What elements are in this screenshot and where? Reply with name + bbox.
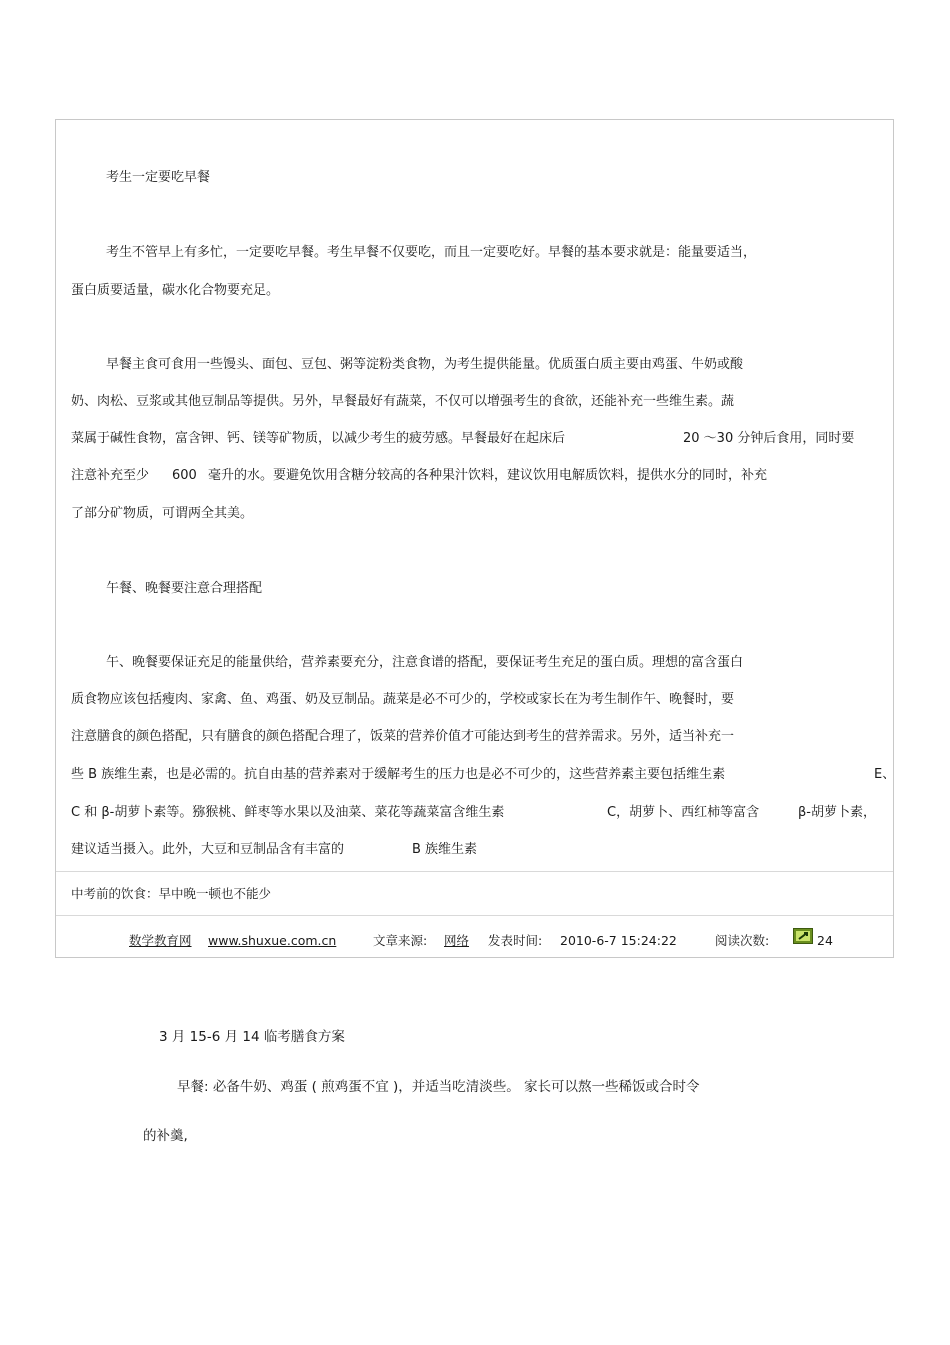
- paragraph-line: 20 ～30 分钟后食用，同时要: [683, 431, 855, 446]
- site-name-link[interactable]: 数学教育网: [129, 933, 192, 948]
- site-url-link[interactable]: www.shuxue.com.cn: [208, 933, 337, 948]
- paragraph-line: E、: [874, 767, 896, 782]
- publish-time: 2010-6-7 15:24:22: [560, 933, 677, 948]
- paragraph-line: 早餐主食可食用一些馒头、面包、豆包、粥等淀粉类食物，为考生提供能量。优质蛋白质主要由鸡蛋、牛奶或酸: [106, 357, 744, 372]
- views-label: 阅读次数:: [715, 933, 770, 948]
- paragraph-line: B 族维生素: [412, 842, 478, 857]
- paragraph-line: 600: [172, 468, 197, 483]
- divider: [56, 871, 893, 872]
- paragraph-line: 菜属于碱性食物，富含钾、钙、镁等矿物质，以减少考生的疲劳感。早餐最好在起床后: [71, 431, 566, 446]
- section-heading: 考生一定要吃早餐: [106, 170, 211, 185]
- paragraph-line: 午、晚餐要保证充足的能量供给，营养素要充分，注意食谱的搭配，要保证考生充足的蛋白质。理想的富含蛋白: [106, 655, 744, 670]
- article-frame: [55, 119, 894, 958]
- paragraph-line: C 和 β-胡萝卜素等。猕猴桃、鲜枣等水果以及油菜、菜花等蔬菜富含维生素: [71, 805, 505, 820]
- divider: [56, 915, 893, 916]
- paragraph-line: 奶、肉松、豆浆或其他豆制品等提供。另外，早餐最好有蔬菜，不仅可以增强考生的食欲，还能补充一些维生素。蔬: [71, 394, 735, 409]
- paragraph-line: 了部分矿物质，可谓两全其美。: [71, 506, 254, 521]
- paragraph-line: 蛋白质要适量，碳水化合物要充足。: [71, 283, 280, 298]
- paragraph-line: 毫升的水。要避免饮用含糖分较高的各种果汁饮料，建议饮用电解质饮料，提供水分的同时，补充: [208, 468, 768, 483]
- source-label: 文章来源:: [373, 933, 428, 948]
- plan-title: 3 月 15-6 月 14 临考膳食方案: [159, 1029, 345, 1045]
- source-link[interactable]: 网络: [444, 933, 470, 948]
- paragraph-line: 考生不管早上有多忙，一定要吃早餐。考生早餐不仅要吃，而且一定要吃好。早餐的基本要求就是：能量要适当，: [106, 245, 757, 260]
- section-heading: 午餐、晚餐要注意合理搭配: [106, 581, 263, 596]
- paragraph-line: 注意补充至少: [71, 468, 150, 483]
- view-counter-icon: [793, 928, 813, 944]
- views-count: 24: [817, 933, 833, 948]
- paragraph-line: 注意膳食的颜色搭配，只有膳食的颜色搭配合理了，饭菜的营养价值才可能达到考生的营养需求。另外，适当补充一: [71, 729, 735, 744]
- plan-paragraph-line: 的补羹,: [143, 1128, 188, 1144]
- article-title: 中考前的饮食：早中晚一顿也不能少: [71, 886, 272, 901]
- paragraph-line: C，胡萝卜、西红柿等富含: [607, 805, 760, 820]
- paragraph-line: β-胡萝卜素，: [798, 805, 876, 820]
- paragraph-line: 建议适当摄入。此外，大豆和豆制品含有丰富的: [71, 842, 345, 857]
- paragraph-line: 质食物应该包括瘦肉、家禽、鱼、鸡蛋、奶及豆制品。蔬菜是必不可少的，学校或家长在为考生制作午、晚餐时，要: [71, 692, 735, 707]
- time-label: 发表时间:: [488, 933, 543, 948]
- plan-paragraph-line: 早餐: 必备牛奶、鸡蛋 ( 煎鸡蛋不宜 )，并适当吃清淡些。 家长可以熬一些稀饭或合时令: [177, 1079, 700, 1095]
- paragraph-line: 些 B 族维生素，也是必需的。抗自由基的营养素对于缓解考生的压力也是必不可少的，这些营养素主要包括维生素: [71, 767, 726, 782]
